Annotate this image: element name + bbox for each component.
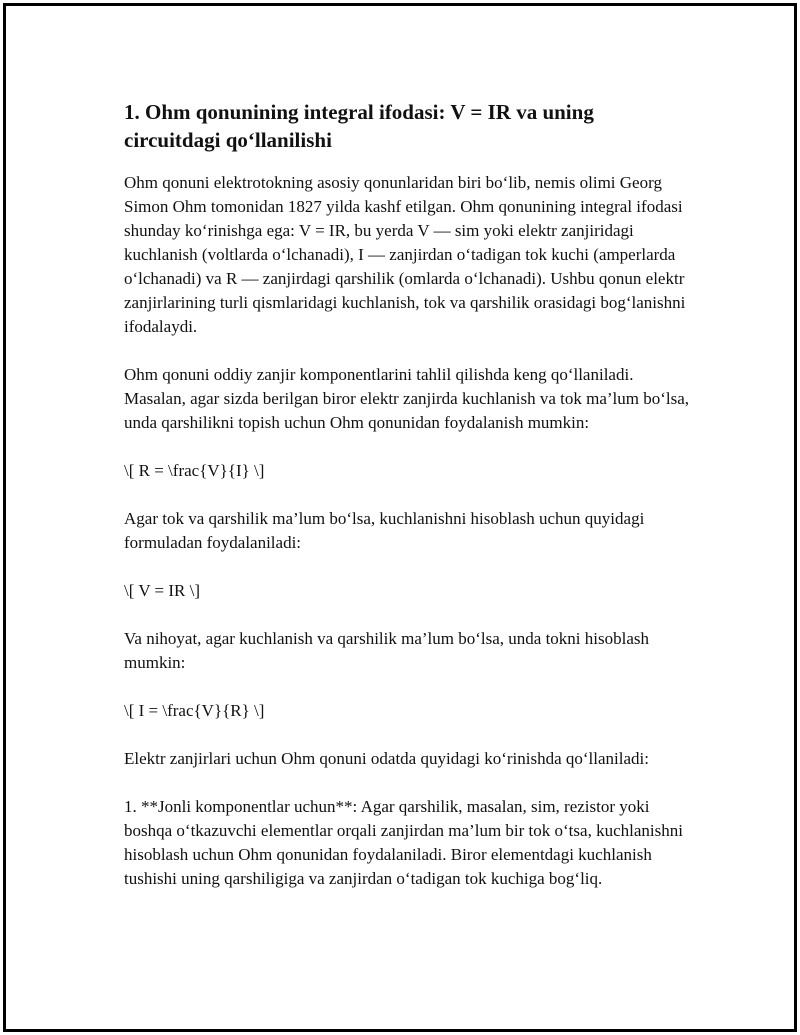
document-body: [124, 98, 694, 915]
voltage-paragraph: Agar tok va qarshilik ma’lum bo‘lsa, kuchlanishni hisoblash uchun quyidagi formuladan foydalaniladi:: [124, 509, 645, 552]
list-item-1: 1. **Jonli komponentlar uchun**: Agar qarshilik, masalan, sim, rezistor yoki boshqa o‘tkazuvchi elementlar orqali zanjirdan ma’lum bir tok o‘tsa, kuchlanishni hisoblash uchun Ohm qonunidan foydalaniladi. Biror elementdagi kuchlanish tushishi uning qarshiligiga va zanjirdan o‘tadigan tok kuchiga bog‘liq.: [124, 797, 683, 888]
formula-resistance: \[ R = \frac{V}{I} \]: [124, 461, 265, 480]
formula-voltage: \[ V = IR \]: [124, 581, 201, 600]
formula-current: \[ I = \frac{V}{R} \]: [124, 701, 265, 720]
application-paragraph: Elektr zanjirlari uchun Ohm qonuni odatda quyidagi ko‘rinishda qo‘llaniladi:: [124, 749, 649, 768]
current-paragraph: Va nihoyat, agar kuchlanish va qarshilik ma’lum bo‘lsa, unda tokni hisoblash mumkin:: [124, 629, 650, 672]
intro-paragraph: Ohm qonuni elektrotokning asosiy qonunlaridan biri bo‘lib, nemis olimi Georg Simon Ohm tomonidan 1827 yilda kashf etilgan. Ohm qonunining integral ifodasi shunday ko‘rinishga ega: V = IR, bu yerda V — sim yoki elektr zanjiridagi kuchlanish (voltlarda o‘lchanadi), I — zanjirdan o‘tadigan tok kuchi (amperlarda o‘lchanadi) va R — zanjirdagi qarshilik (omlarda o‘lchanadi). Ushbu qonun elektr zanjirlarining turli qismlaridagi kuchlanish, tok va qarshilik orasidagi bog‘lanishni ifodalaydi.: [124, 173, 686, 336]
page-frame: [3, 3, 797, 1032]
usage-paragraph: Ohm qonuni oddiy zanjir komponentlarini tahlil qilishda keng qo‘llaniladi. Masalan, agar sizda berilgan biror elektr zanjirda kuchlanish va tok ma’lum bo‘lsa, unda qarshilikni topish uchun Ohm qonunidan foydalanish mumkin:: [124, 365, 690, 432]
section-heading: 1. Ohm qonunining integral ifodasi: V = IR va uning circuitdagi qo‘llanilishi: [124, 100, 594, 152]
